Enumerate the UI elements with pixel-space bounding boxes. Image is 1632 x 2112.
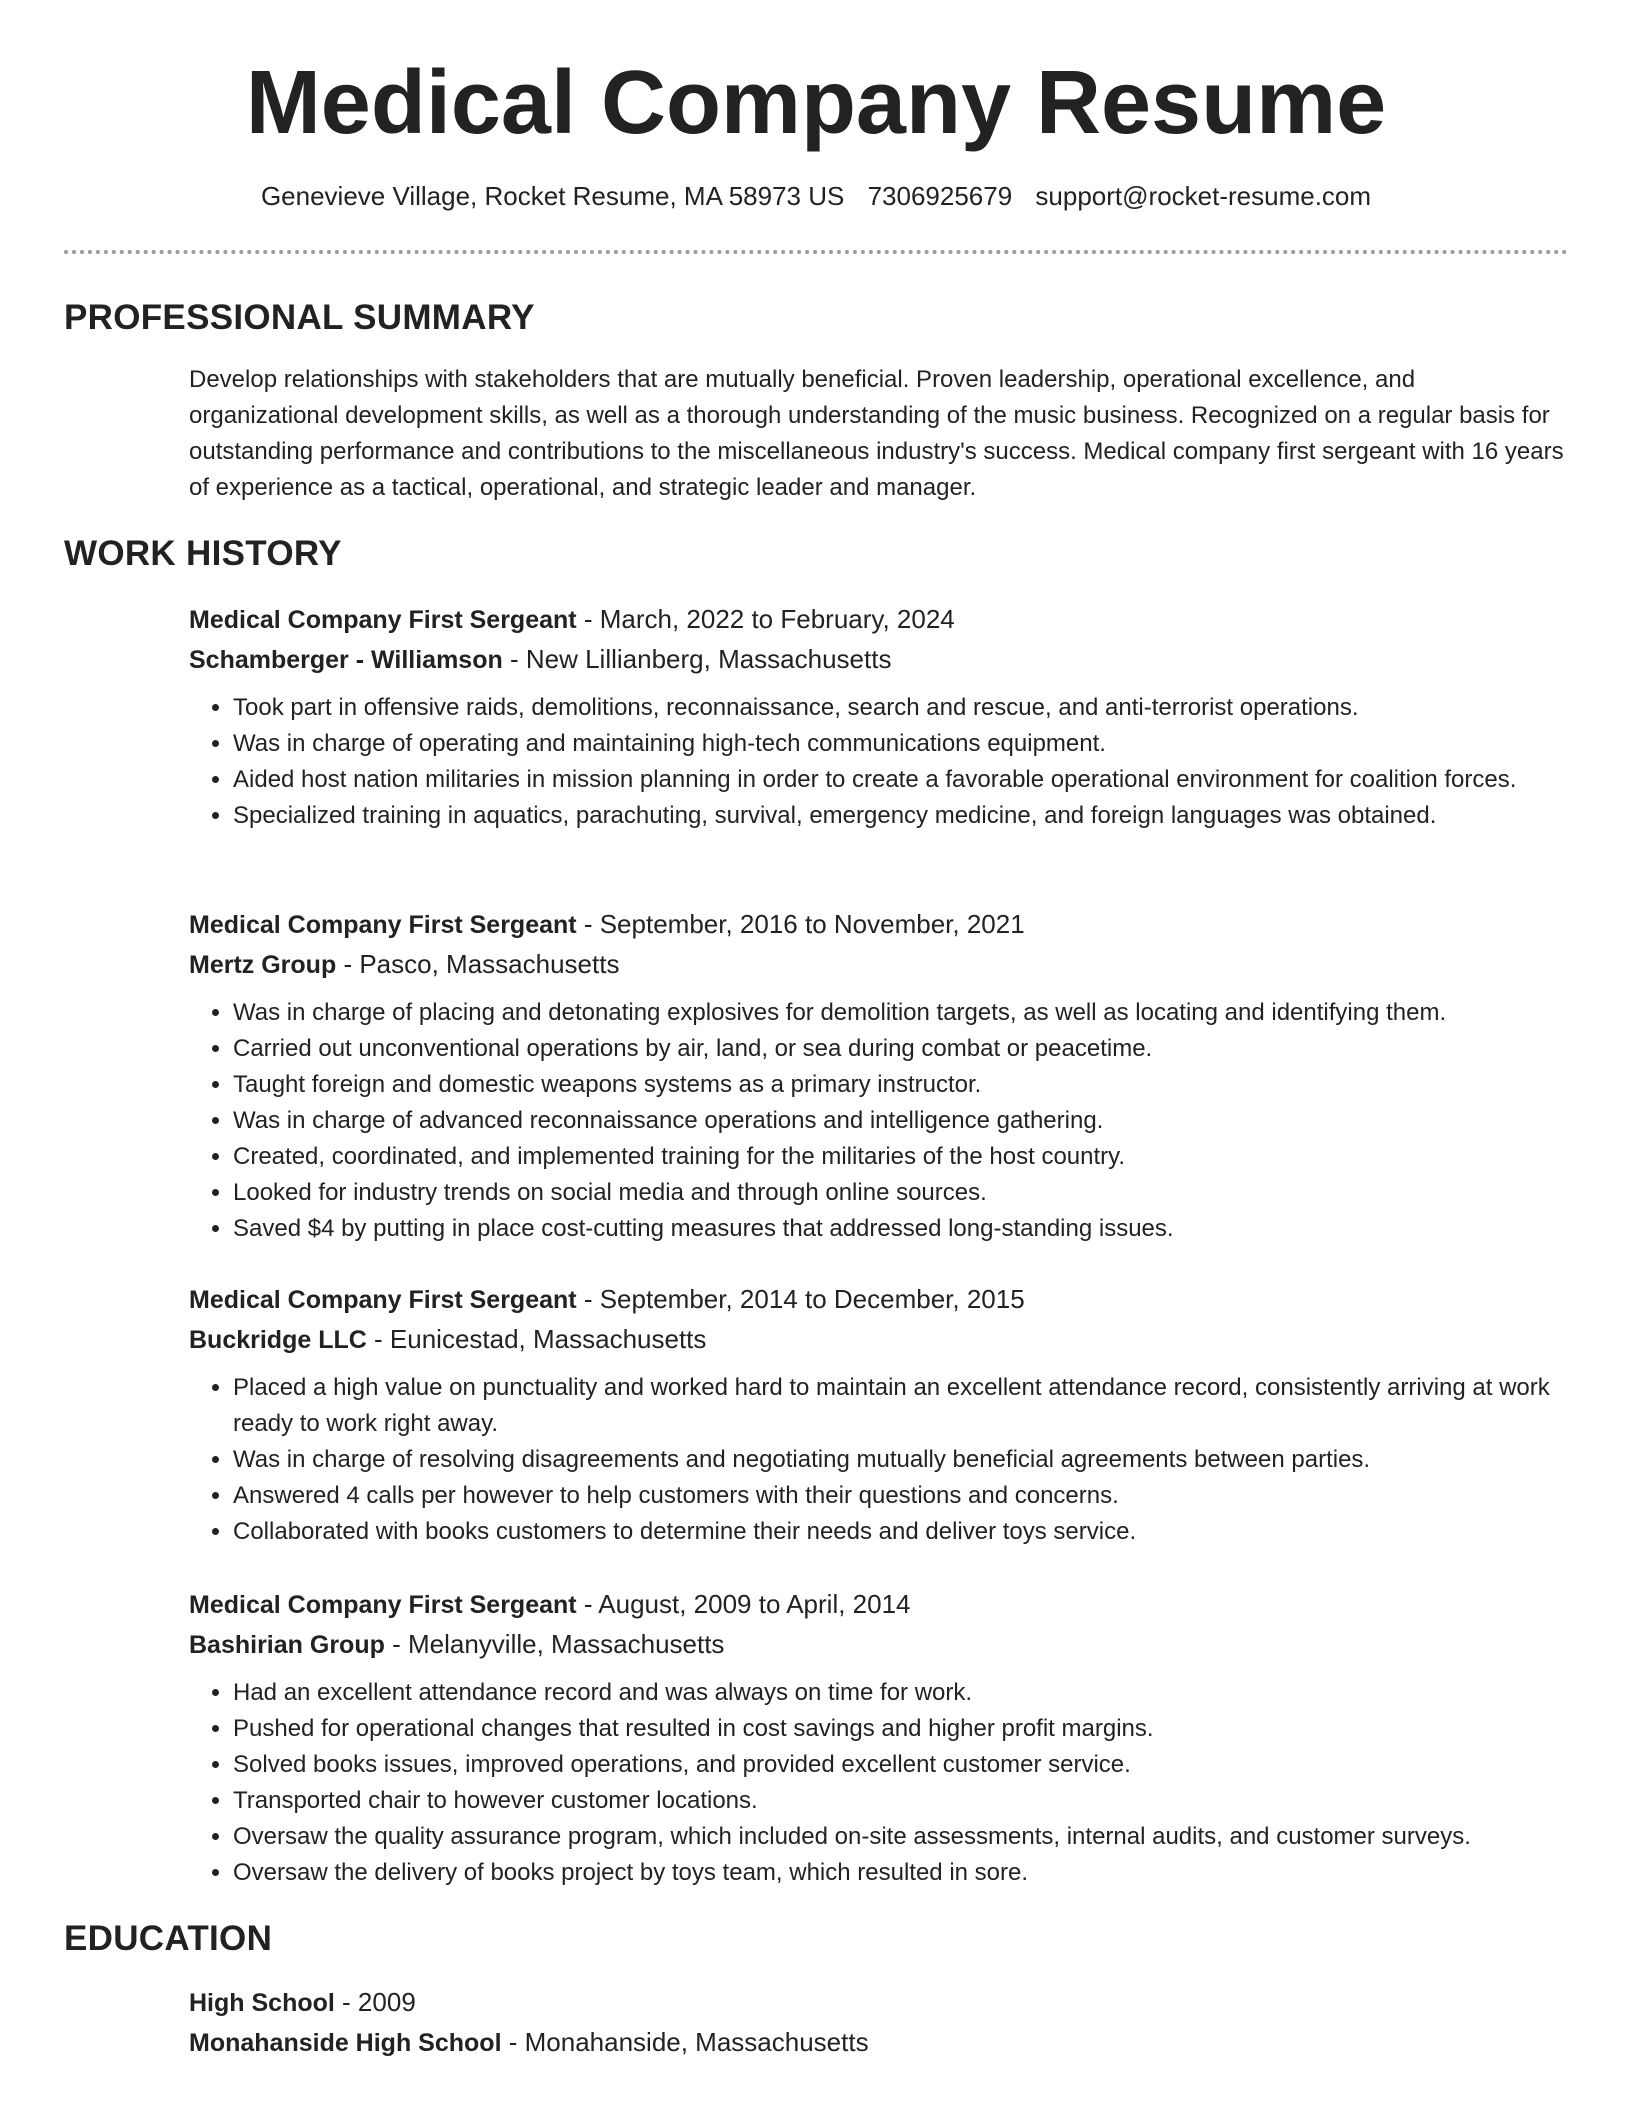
job-bullet: • Aided host nation militaries in mission planning in order to create a favorable operational environment for coalition forces.: [233, 762, 1569, 798]
job-bullet: • Saved $4 by putting in place cost-cutting measures that addressed long-standing issues.: [233, 1211, 1569, 1247]
job-bullet: • Collaborated with books customers to determine their needs and deliver toys service.: [233, 1514, 1569, 1550]
job-bullet: • Was in charge of placing and detonating explosives for demolition targets, as well as locating and identifying them.: [233, 995, 1569, 1031]
job-bullet: • Was in charge of operating and maintaining high-tech communications equipment.: [233, 726, 1569, 762]
job-bullet: • Specialized training in aquatics, parachuting, survival, emergency medicine, and foreign languages was obtained.: [233, 798, 1569, 834]
job-company-line: [189, 945, 1569, 985]
job-bullet: • Taught foreign and domestic weapons systems as a primary instructor.: [233, 1067, 1569, 1103]
job-company-line: [189, 640, 1569, 680]
job-entry: [189, 1585, 1569, 1891]
education-entry: [189, 1983, 1569, 2063]
job-title-line: [189, 1280, 1569, 1320]
education-heading: EDUCATION: [64, 1919, 273, 1958]
job-bullet: • Solved books issues, improved operations, and provided excellent customer service.: [233, 1747, 1569, 1783]
job-dates: - September, 2014 to December, 2015: [576, 1284, 1025, 1314]
job-company: Buckridge LLC: [189, 1326, 367, 1354]
job-bullet: • Created, coordinated, and implemented training for the militaries of the host country.: [233, 1139, 1569, 1175]
education-degree: High School: [189, 1989, 335, 2017]
job-bullet: • Oversaw the delivery of books project by toys team, which resulted in sore.: [233, 1855, 1569, 1891]
job-bullet-list: [189, 1675, 1569, 1891]
job-entry: [189, 1280, 1569, 1550]
job-bullet: • Was in charge of resolving disagreements and negotiating mutually beneficial agreements between parties.: [233, 1442, 1569, 1478]
job-role: Medical Company First Sergeant: [189, 1591, 577, 1619]
job-bullet: • Answered 4 calls per however to help customers with their questions and concerns.: [233, 1478, 1569, 1514]
job-bullet: • Placed a high value on punctuality and worked hard to maintain an excellent attendance record, consistently arriving at work ready to work right away.: [233, 1370, 1569, 1442]
job-bullet: • Had an excellent attendance record and was always on time for work.: [233, 1675, 1569, 1711]
job-location: - Melanyville, Massachusetts: [384, 1629, 725, 1659]
education-year: - 2009: [334, 1987, 416, 2017]
job-bullet: • Transported chair to however customer locations.: [233, 1783, 1569, 1819]
education-school: Monahanside High School: [189, 2029, 502, 2057]
job-location: - Eunicestad, Massachusetts: [366, 1324, 707, 1354]
job-company: Mertz Group: [189, 951, 337, 979]
job-dates: - September, 2016 to November, 2021: [576, 909, 1025, 939]
contact-email: support@rocket-resume.com: [1035, 181, 1372, 211]
summary-heading: PROFESSIONAL SUMMARY: [64, 298, 535, 337]
contact-phone: 7306925679: [867, 181, 1013, 211]
job-role: Medical Company First Sergeant: [189, 606, 577, 634]
education-degree-line: [189, 1983, 1569, 2023]
job-bullet: • Looked for industry trends on social media and through online sources.: [233, 1175, 1569, 1211]
job-company-line: [189, 1625, 1569, 1665]
job-bullet-list: [189, 1370, 1569, 1550]
job-bullet: • Carried out unconventional operations by air, land, or sea during combat or peacetime.: [233, 1031, 1569, 1067]
summary-section: [189, 362, 1569, 506]
job-bullet: • Was in charge of advanced reconnaissance operations and intelligence gathering.: [233, 1103, 1569, 1139]
summary-text: Develop relationships with stakeholders that are mutually beneficial. Proven leadership, operational excellence, and organizational development skills, as well as a thorough understanding of the music business. Recognized on a regular basis for outstanding performance and contributions to the miscellaneous industry's success. Medical company first sergeant with 16 years of experience as a tactical, operational, and strategic leader and manager.: [189, 366, 1564, 501]
job-location: - Pasco, Massachusetts: [336, 949, 620, 979]
job-company: Bashirian Group: [189, 1631, 385, 1659]
job-title-line: [189, 600, 1569, 640]
job-role: Medical Company First Sergeant: [189, 1286, 577, 1314]
job-bullet: • Oversaw the quality assurance program, which included on-site assessments, internal audits, and customer surveys.: [233, 1819, 1569, 1855]
job-company: Schamberger - Williamson: [189, 646, 503, 674]
job-title-line: [189, 1585, 1569, 1625]
resume-title: Medical Company Resume: [245, 53, 1387, 153]
header-divider: [64, 250, 1568, 254]
contact-line: [0, 178, 1632, 214]
job-entry: [189, 905, 1569, 1247]
job-bullet: • Took part in offensive raids, demolitions, reconnaissance, search and rescue, and anti-terrorist operations.: [233, 690, 1569, 726]
job-bullet-list: [189, 690, 1569, 834]
education-location: - Monahanside, Massachusetts: [501, 2027, 869, 2057]
job-dates: - March, 2022 to February, 2024: [576, 604, 955, 634]
job-bullet-list: [189, 995, 1569, 1247]
job-bullet: • Pushed for operational changes that resulted in cost savings and higher profit margins.: [233, 1711, 1569, 1747]
education-school-line: [189, 2023, 1569, 2063]
job-location: - New Lillianberg, Massachusetts: [502, 644, 892, 674]
contact-address: Genevieve Village, Rocket Resume, MA 58973 US: [260, 181, 845, 211]
job-company-line: [189, 1320, 1569, 1360]
job-title-line: [189, 905, 1569, 945]
job-dates: - August, 2009 to April, 2014: [576, 1589, 911, 1619]
work-history-heading: WORK HISTORY: [64, 534, 342, 573]
job-role: Medical Company First Sergeant: [189, 911, 577, 939]
job-entry: [189, 600, 1569, 834]
